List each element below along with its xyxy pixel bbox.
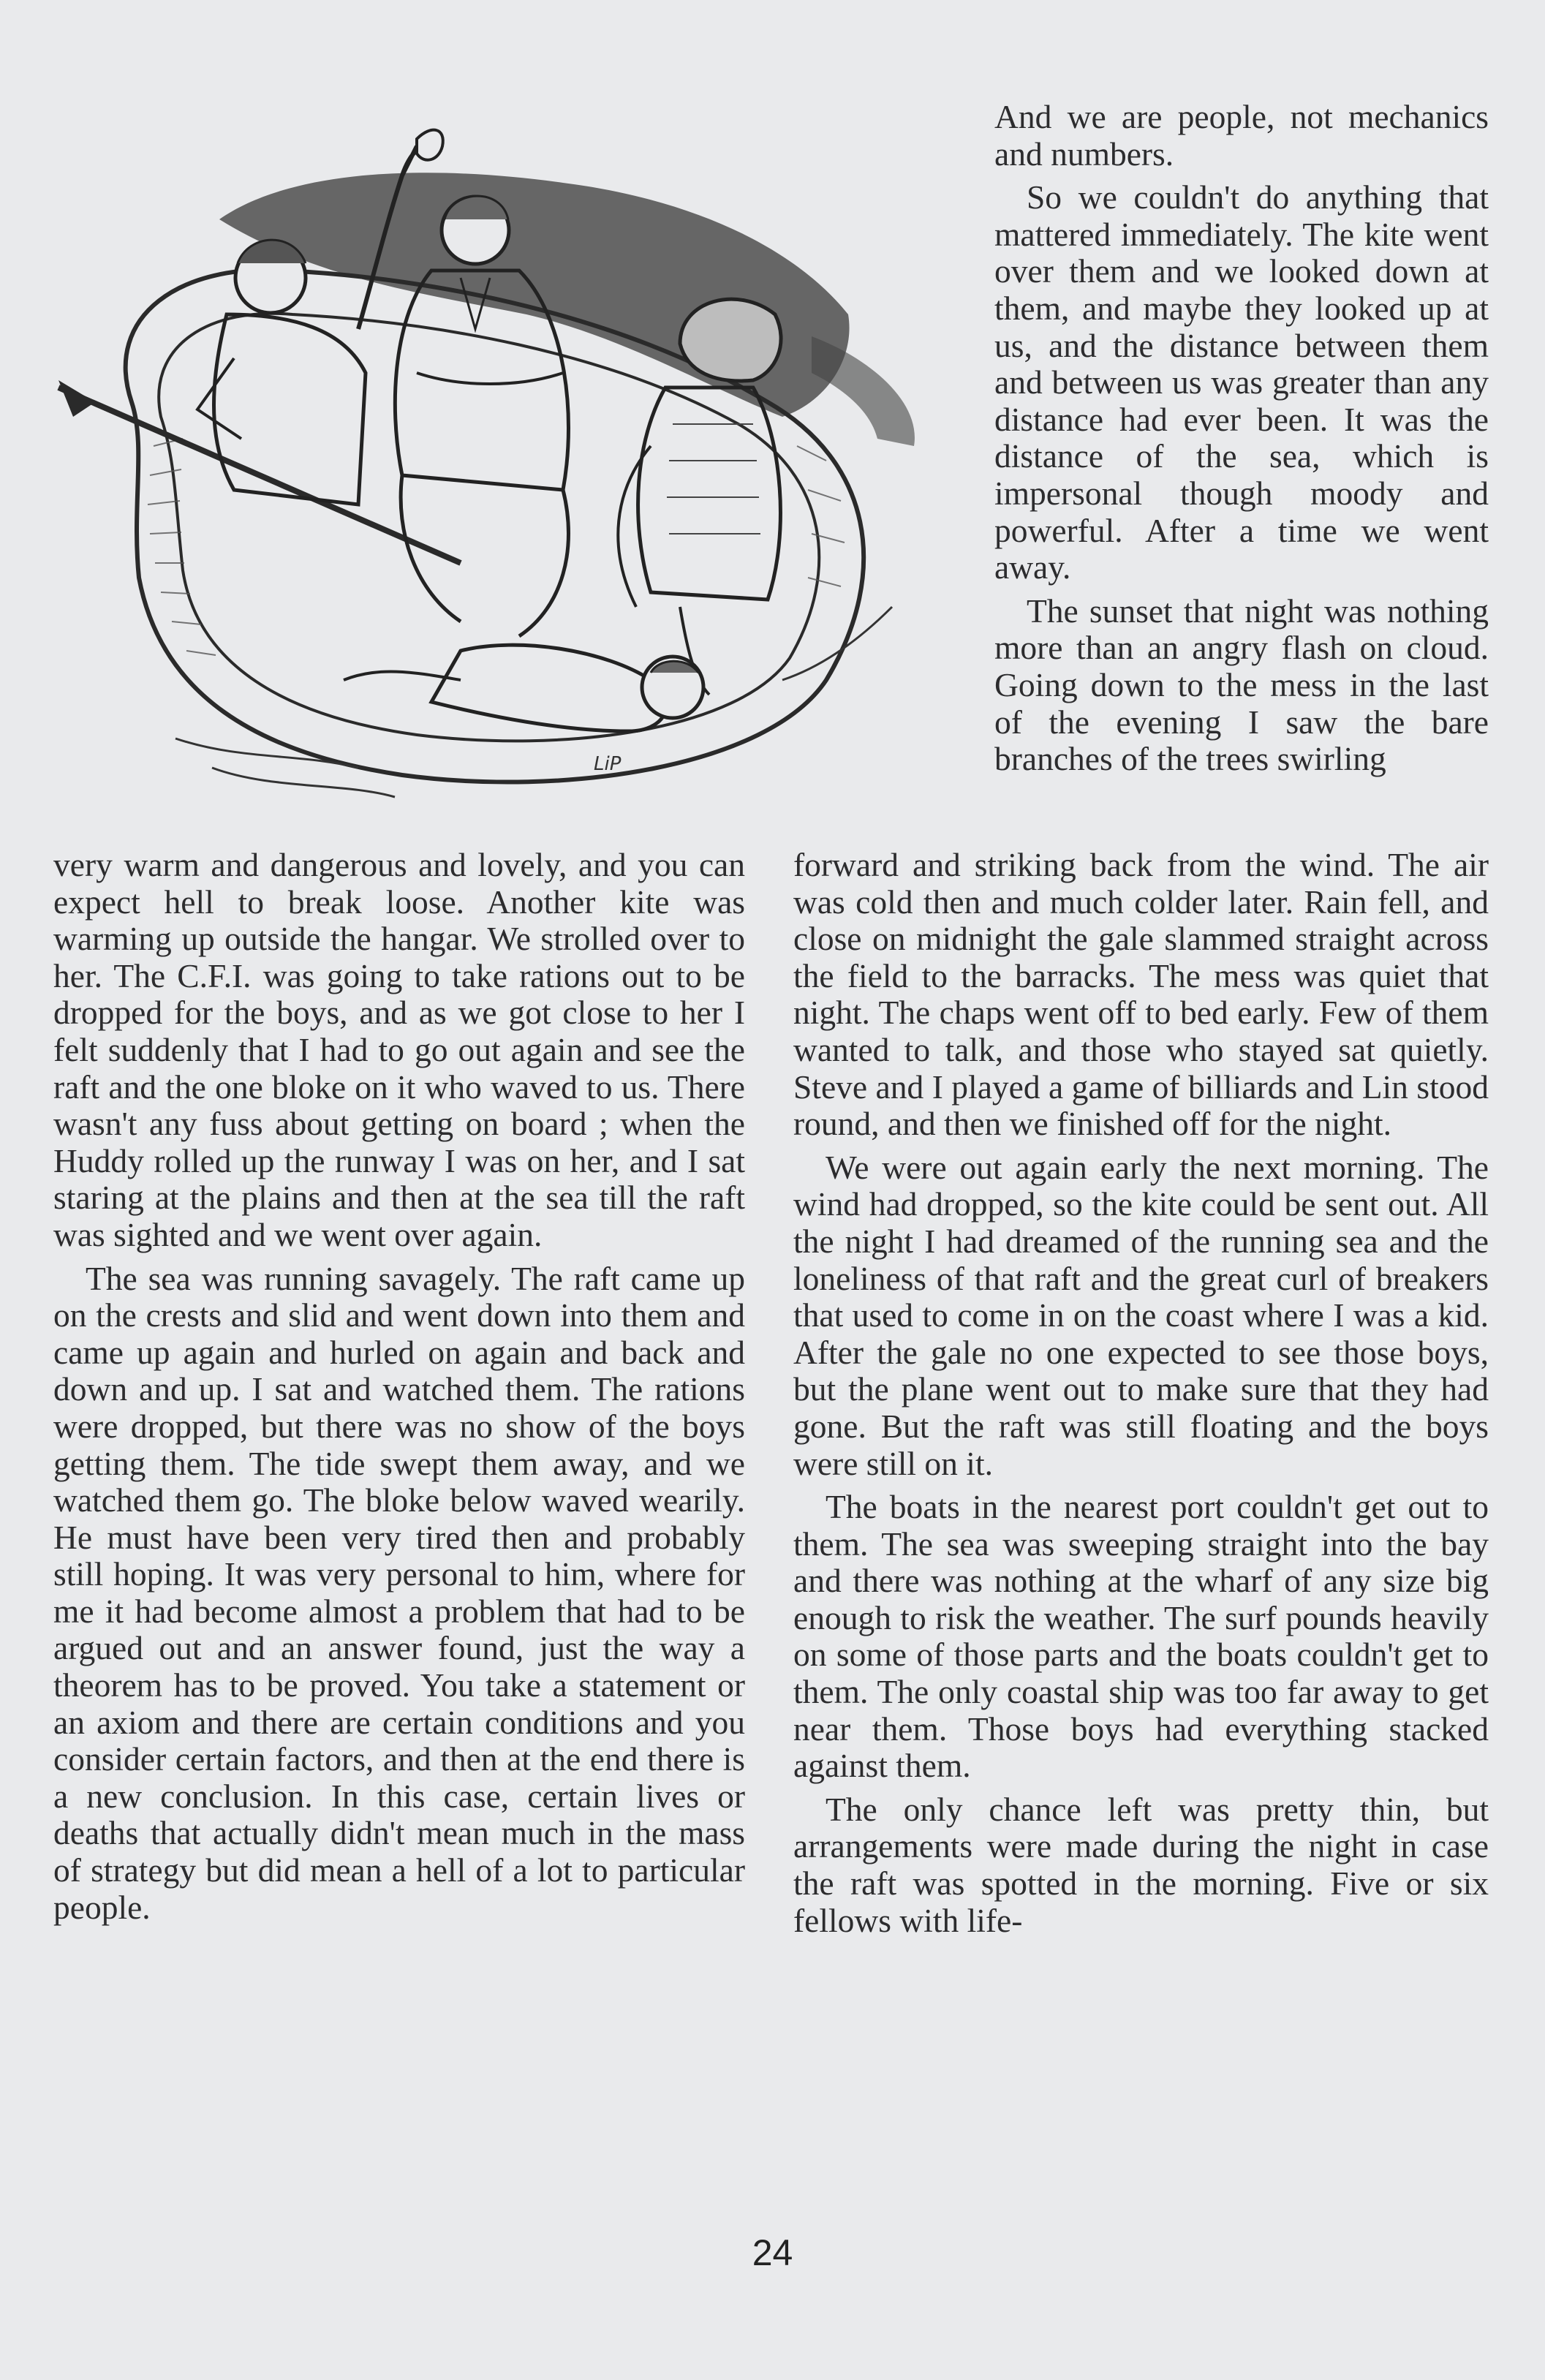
illustrator-signature: LiP — [594, 753, 622, 775]
left-column — [53, 847, 745, 1926]
paragraph: And we are people, not mechanics and numbers. — [994, 98, 1489, 173]
right-column-top — [994, 99, 1489, 778]
paragraph: forward and striking back from the wind. The air was cold then and much colder later. Rain fell, and close on midnight the gale slammed straight across the field to the barracks. The mess was quiet that night. The chaps went off to bed early. Few of them wanted to talk, and those who stayed sat quietly. Steve and I played a game of billiards and Lin stood round, and then we finished off for the night. — [793, 846, 1489, 1143]
right-column-bottom — [793, 847, 1489, 1939]
paragraph: very warm and dangerous and lovely, and you can expect hell to break loose. Another kite was warming up outside the hangar. We strolled over to her. The C.F.I. was going to take rations out to be dropped for the boys, and as we got close to her I felt suddenly that I had to go out again and see the raft and the one bloke on it who waved to us. There wasn't any fuss about getting on board ; when the Huddy rolled up the runway I was on her, and I sat staring at the plains and then at the sea till the raft was sighted and we went over again. — [53, 846, 745, 1253]
raft-survivors-illustration — [51, 95, 965, 848]
paragraph: The only chance left was pretty thin, but arrangements were made during the night in case the raft was spotted in the morning. Five or six fellows with life- — [793, 1790, 1489, 1939]
paragraph: So we couldn't do anything that mattered immediately. The kite went over them and we looked down at them, and maybe they looked up at us, and the distance between them and between us was greater than any distance had ever been. It was the distance of the sea, which is impersonal though moody and powerful. After a time we went away. — [994, 178, 1489, 586]
paragraph: The sea was running savagely. The raft came up on the crests and slid and went down into them and came up again and hurled on again and back and down and up. I sat and watched them. The rations were dropped, but there was no show of the boys getting them. The tide swept them away, and we watched them go. The bloke below waved wearily. He must have been very tired then and probably still hoping. It was very personal to him, where for me it had become almost a problem that had to be argued out and an answer found, just the way a theorem has to be proved. You take a statement or an axiom and there are certain conditions and you consider certain factors, and then at the end there is a new conclusion. In this case, certain lives or deaths that actually didn't mean much in the mass of strategy but did mean a hell of a lot to particular people. — [53, 1259, 745, 1926]
page-number: 24 — [752, 2232, 793, 2273]
paragraph: We were out again early the next morning. The wind had dropped, so the kite could be sent out. All the night I had dreamed of the running sea and the loneliness of that raft and the great curl of breakers that used to come in on the coast where I was a kid. After the gale no one expected to see those boys, but the plane went out to make sure that they had gone. But the raft was still floating and the boys were still on it. — [793, 1148, 1489, 1482]
paragraph: The sunset that night was nothing more than an angry flash on cloud. Going down to the mess in the last of the evening I saw the bare branches of the trees swirling — [994, 592, 1489, 778]
paragraph: The boats in the nearest port couldn't get out to them. The sea was sweeping straight into the bay and there was nothing at the wharf of any size big enough to risk the weather. The surf pounds heavily on some of those parts and the boats couldn't get to them. The only coastal ship was too far away to get near them. Those boys had everything stacked against them. — [793, 1488, 1489, 1785]
raft-illustration-drawing — [51, 95, 965, 848]
